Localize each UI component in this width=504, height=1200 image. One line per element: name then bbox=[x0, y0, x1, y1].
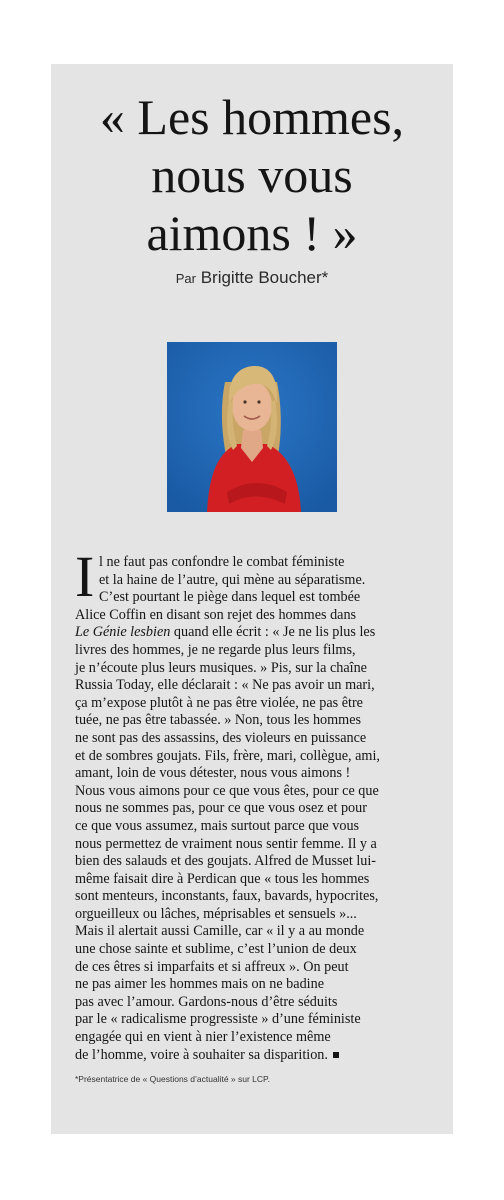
body-line: ce que vous assumez, mais surtout parce que vous bbox=[75, 817, 360, 834]
body-line: et de sombres goujats. Fils, frère, mari, collègue, ami, bbox=[75, 747, 380, 764]
body-line: je n’écoute plus leurs musiques. » Pis, sur la chaîne bbox=[75, 659, 367, 676]
body-line: nous ne sommes pas, pour ce que vous osez et pour bbox=[75, 800, 367, 817]
byline-author: Brigitte Boucher* bbox=[200, 268, 329, 287]
body-line: l ne faut pas confondre le combat féministe bbox=[99, 554, 345, 570]
headline-line: nous vous bbox=[151, 147, 353, 203]
body-line: C’est pourtant le piège dans lequel est tombée bbox=[99, 589, 361, 606]
body-line: bien des salauds et des goujats. Alfred de Musset lui- bbox=[75, 853, 377, 870]
body-line: tuée, ne pas être tabassée. » Non, tous les hommes bbox=[75, 712, 362, 729]
byline bbox=[51, 268, 453, 288]
body-line-last bbox=[75, 1047, 445, 1065]
body-line: même faisait dire à Perdican que « tous les hommes bbox=[75, 870, 370, 887]
end-mark-icon bbox=[333, 1052, 339, 1058]
body-line: orgueilleux ou lâches, méprisables et sensuels »... bbox=[75, 905, 357, 922]
footnote: *Présentatrice de « Questions d’actualité » sur LCP. bbox=[75, 1074, 270, 1084]
body-line: nous permettez de vraiment nous sentir femme. Il y a bbox=[75, 835, 377, 852]
byline-prefix: Par bbox=[175, 271, 196, 286]
headline-line: aimons ! » bbox=[146, 205, 358, 261]
body-line-text: de l’homme, voire à souhaiter sa disparition. bbox=[75, 1046, 328, 1063]
article-body bbox=[75, 544, 445, 1064]
headline-line: « Les hommes, bbox=[99, 89, 405, 145]
body-line: ne pas aimer les hommes mais on ne badine bbox=[75, 976, 325, 993]
book-title: Le Génie lesbien bbox=[75, 624, 171, 641]
body-line: livres des hommes, je ne regarde plus leurs films, bbox=[75, 641, 356, 658]
body-line: Russia Today, elle déclarait : « Ne pas avoir un mari, bbox=[75, 677, 375, 694]
body-line: engagée qui en vient à nier l’existence même bbox=[75, 1029, 331, 1046]
body-line: Alice Coffin en disant son rejet des hommes dans bbox=[75, 606, 357, 623]
body-line: une chose sainte et sublime, c’est l’union de deux bbox=[75, 941, 357, 958]
portrait-illustration bbox=[167, 342, 337, 512]
body-line: Nous vous aimons pour ce que vous êtes, pour ce que bbox=[75, 782, 379, 799]
body-line: Mais il alertait aussi Camille, car « il y a au monde bbox=[75, 923, 365, 940]
body-line: amant, loin de vous détester, nous vous aimons ! bbox=[75, 765, 351, 782]
body-line: et la haine de l’autre, qui mène au séparatisme. bbox=[99, 571, 366, 588]
body-line: par le « radicalisme progressiste » d’une féministe bbox=[75, 1011, 361, 1028]
body-line: pas avec l’amour. Gardons-nous d’être séduits bbox=[75, 993, 338, 1010]
body-line: sont menteurs, inconstants, faux, bavards, hypocrites, bbox=[75, 888, 379, 905]
headline bbox=[51, 88, 453, 262]
article-column bbox=[51, 64, 453, 1134]
body-line-rest: quand elle écrit : « Je ne lis plus les bbox=[173, 624, 376, 641]
body-line bbox=[75, 624, 445, 642]
drop-cap: I bbox=[75, 544, 95, 609]
body-line: ça m’expose plutôt à ne pas être violée, ne pas être bbox=[75, 694, 363, 711]
author-portrait bbox=[167, 342, 337, 512]
body-line: ne sont pas des assassins, des violeurs en puissance bbox=[75, 729, 367, 746]
body-line: de ces êtres si imparfaits et si affreux ». On peut bbox=[75, 958, 349, 975]
